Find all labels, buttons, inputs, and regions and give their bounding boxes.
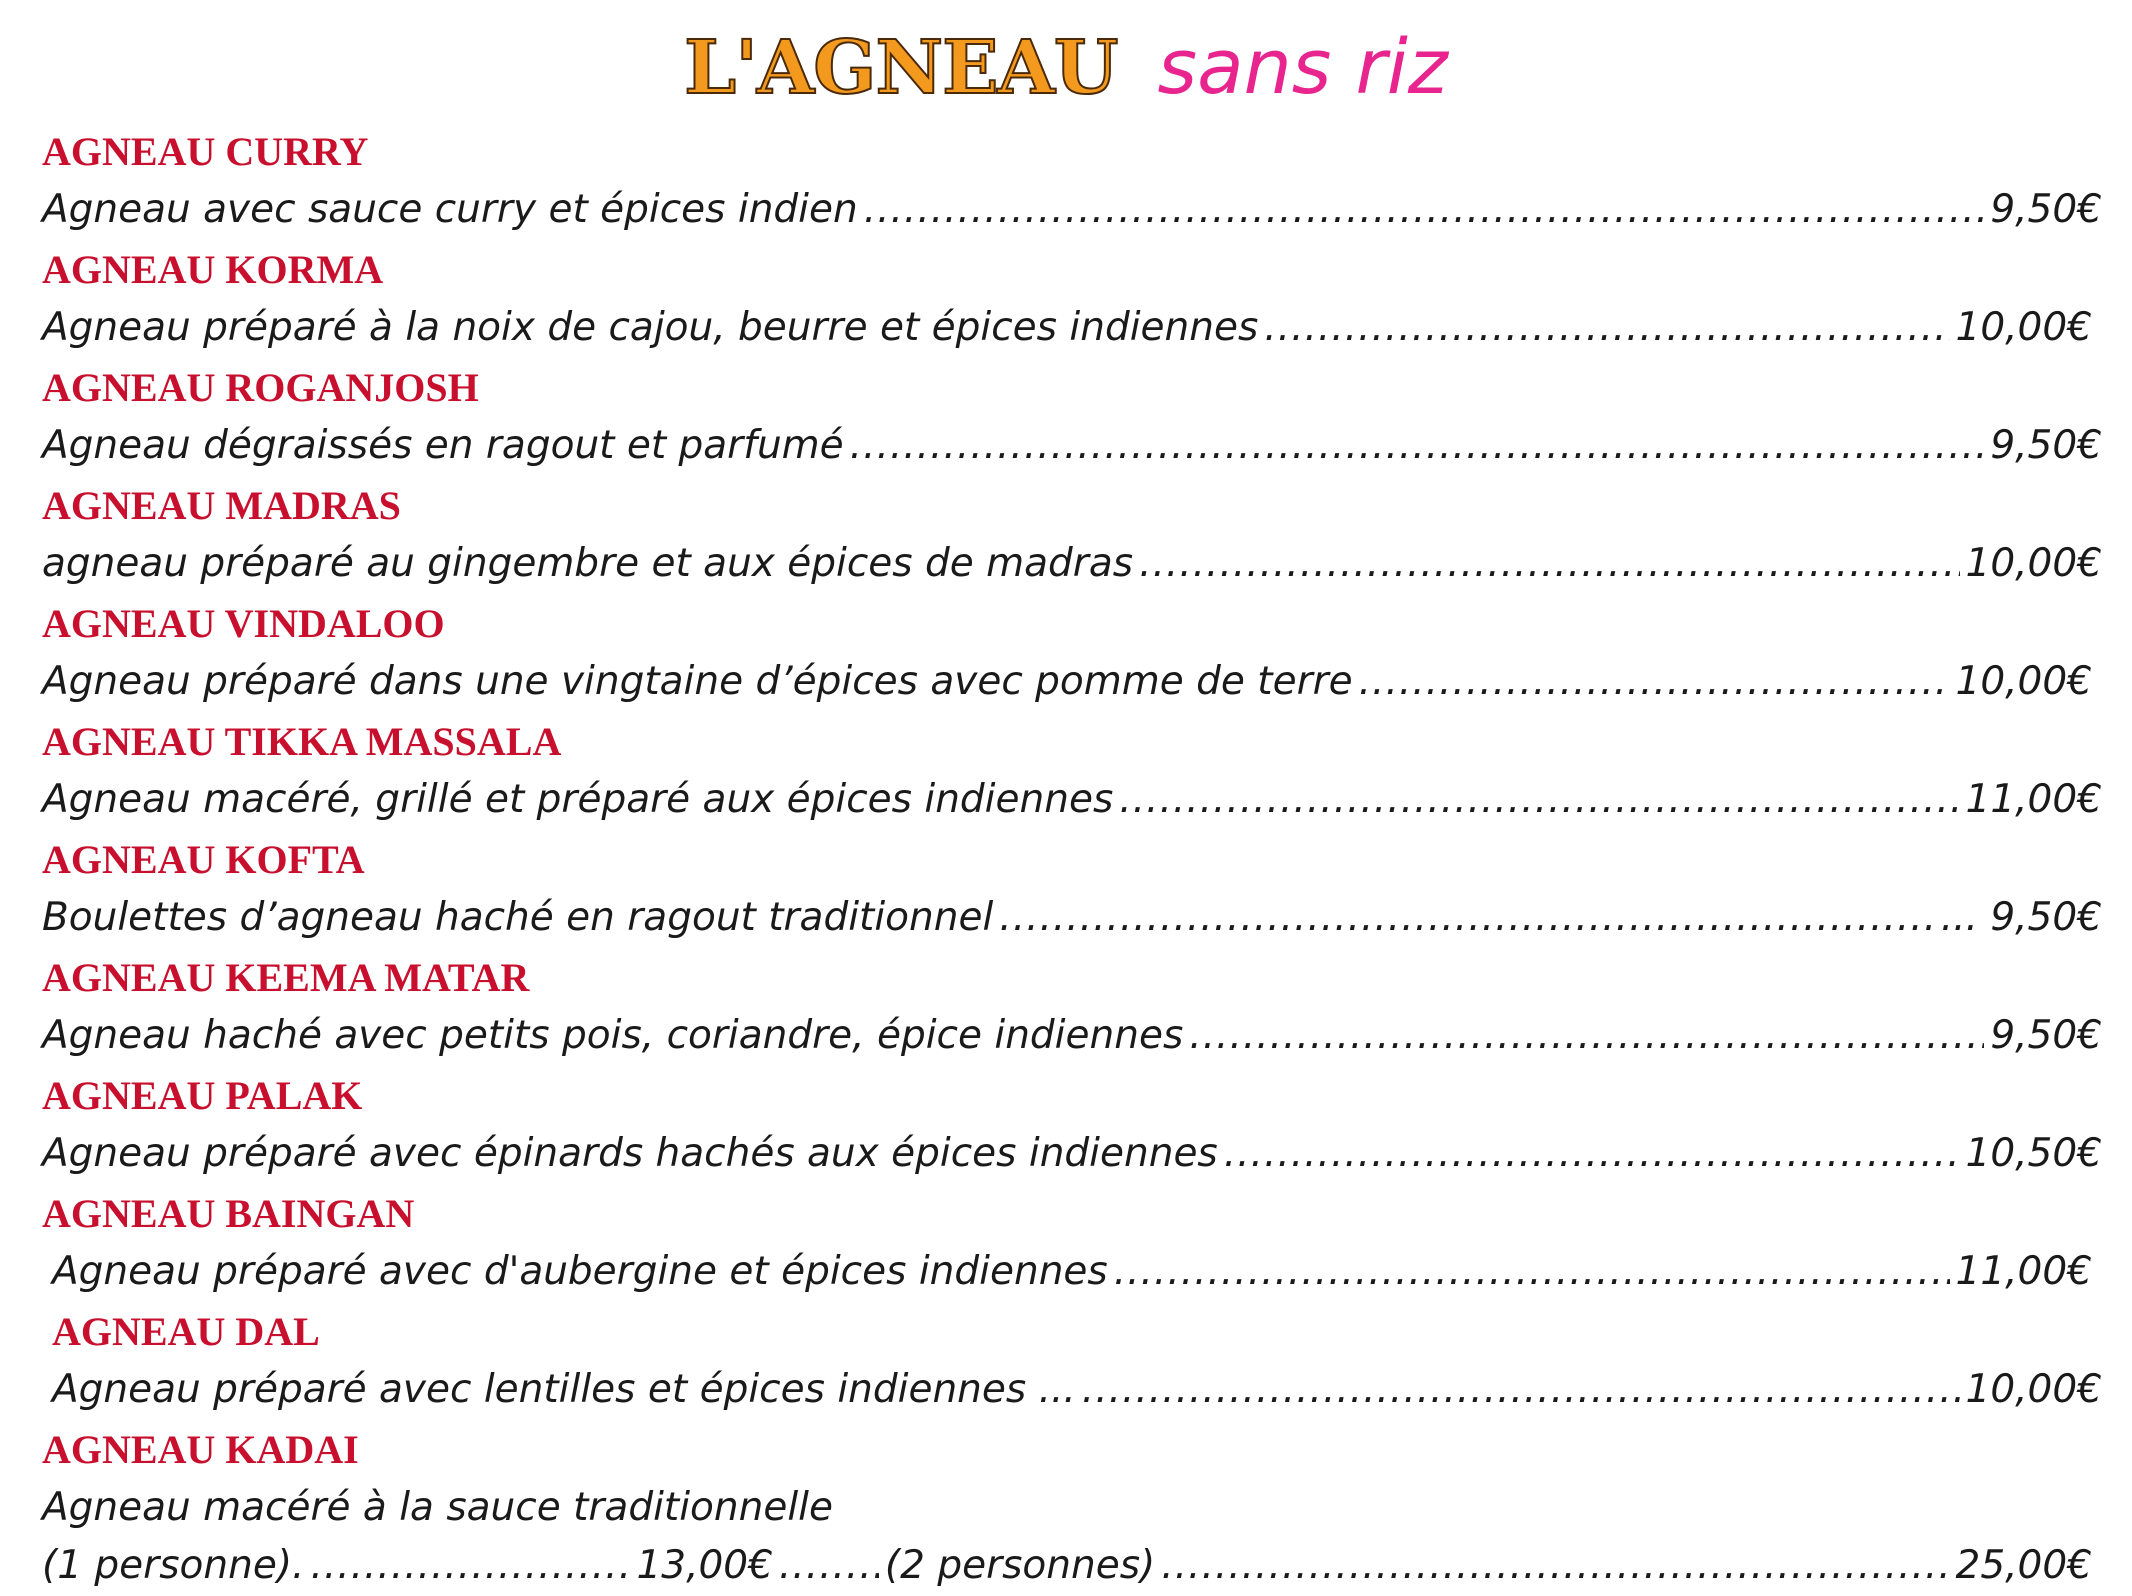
dish-name-row (42, 596, 2102, 652)
dish-description: Agneau haché avec petits pois, coriandre, épice indiennes (42, 1013, 1184, 1058)
dish-name-row (42, 478, 2102, 534)
kadai-two-persons-label: (2 personnes) (884, 1543, 1156, 1588)
dot-leader (1114, 1244, 1950, 1300)
dish-price: 11,00€ (1955, 1249, 2092, 1294)
dish-price: 9,50€ (1990, 187, 2102, 232)
dish-name: AGNEAU TIKKA MASSALA (42, 719, 562, 764)
dish-description-row (42, 772, 2102, 828)
dot-leader (1119, 772, 1959, 828)
kadai-prices-row (42, 1538, 2092, 1594)
dish-name-row (42, 714, 2102, 770)
dish-price: 10,50€ (1965, 1131, 2102, 1176)
menu-subtitle: sans riz (1157, 22, 1448, 111)
dish-name-row (42, 242, 2102, 298)
dish-description: Agneau préparé avec d'aubergine et épices indiennes (52, 1249, 1108, 1294)
dish-name-row (42, 124, 2102, 180)
dish-name-row (52, 1304, 2102, 1360)
dish-description: Agneau préparé avec lentilles et épices indiennes ... (52, 1367, 1076, 1412)
dish-price: 11,00€ (1965, 777, 2102, 822)
dish-name-row (42, 360, 2102, 416)
dish-description-row (42, 300, 2092, 356)
kadai-one-person-label: (1 personne). (42, 1543, 305, 1588)
kadai-one-person-price: 13,00€ (636, 1543, 773, 1588)
menu-title: L'AGNEAU (684, 25, 1118, 111)
dish-price: 9,50€ (1990, 423, 2102, 468)
dish-description-row (42, 654, 2092, 710)
dish-name: AGNEAU MADRAS (42, 483, 401, 528)
dish-name-row (42, 832, 2102, 888)
dish-name: AGNEAU VINDALOO (42, 601, 445, 646)
dot-leader (1082, 1362, 1960, 1418)
dish-price: 9,50€ (1990, 1013, 2102, 1058)
dish-description: Agneau dégraissés en ragout et parfumé (42, 423, 844, 468)
dish-name: AGNEAU KORMA (42, 247, 384, 292)
dish-name: AGNEAU DAL (52, 1309, 320, 1354)
dish-description-row (42, 536, 2102, 592)
dish-description-row (52, 1244, 2092, 1300)
menu-header (0, 22, 2132, 132)
dot-leader (864, 182, 1985, 238)
dish-description-row (42, 1480, 2102, 1536)
dot-leader (999, 890, 1934, 946)
dot-leader (1189, 1008, 1984, 1064)
dish-name: AGNEAU KOFTA (42, 837, 365, 882)
dish-description: Boulettes d’agneau haché en ragout traditionnel (42, 895, 994, 940)
dish-description: Agneau macéré à la sauce traditionnelle (42, 1485, 834, 1530)
dish-price: 10,00€ (1955, 659, 2092, 704)
dot-leader (1161, 1538, 1949, 1594)
dot-leader (1264, 300, 1949, 356)
dot-leader (310, 1538, 630, 1594)
dish-description: Agneau préparé à la noix de cajou, beurre et épices indiennes (42, 305, 1259, 350)
dish-name: AGNEAU KEEMA MATAR (42, 955, 530, 1000)
dish-price: ... 9,50€ (1940, 895, 2102, 940)
dish-name: AGNEAU BAINGAN (42, 1191, 415, 1236)
dish-name-row (42, 1422, 2102, 1478)
dish-description-row (52, 1362, 2102, 1418)
dot-leader (850, 418, 1985, 474)
dish-description: Agneau macéré, grillé et préparé aux épices indiennes (42, 777, 1114, 822)
dot-leader (1224, 1126, 1960, 1182)
dish-description-row (42, 1126, 2102, 1182)
kadai-two-persons-price: 25,00€ (1955, 1543, 2092, 1588)
dot-leader (779, 1538, 879, 1594)
dish-description-row (42, 1008, 2102, 1064)
dot-leader (1139, 536, 1959, 592)
dish-description: Agneau préparé dans une vingtaine d’épices avec pomme de terre (42, 659, 1353, 704)
dish-name: AGNEAU PALAK (42, 1073, 363, 1118)
dish-price: 10,00€ (1955, 305, 2092, 350)
dish-description: agneau préparé au gingembre et aux épices de madras (42, 541, 1134, 586)
dish-description-row (42, 890, 2102, 946)
dish-price: 10,00€ (1965, 1367, 2102, 1412)
dish-name: AGNEAU ROGANJOSH (42, 365, 479, 410)
dish-name: AGNEAU KADAI (42, 1427, 359, 1472)
dish-description: Agneau préparé avec épinards hachés aux épices indiennes (42, 1131, 1218, 1176)
dish-description-row (42, 182, 2102, 238)
dish-name-row (42, 1068, 2102, 1124)
dish-name: AGNEAU CURRY (42, 129, 369, 174)
dish-name-row (42, 950, 2102, 1006)
dish-price: 10,00€ (1965, 541, 2102, 586)
dish-description-row (42, 418, 2102, 474)
dish-description: Agneau avec sauce curry et épices indien (42, 187, 858, 232)
dish-name-row (42, 1186, 2102, 1242)
dot-leader (1359, 654, 1950, 710)
